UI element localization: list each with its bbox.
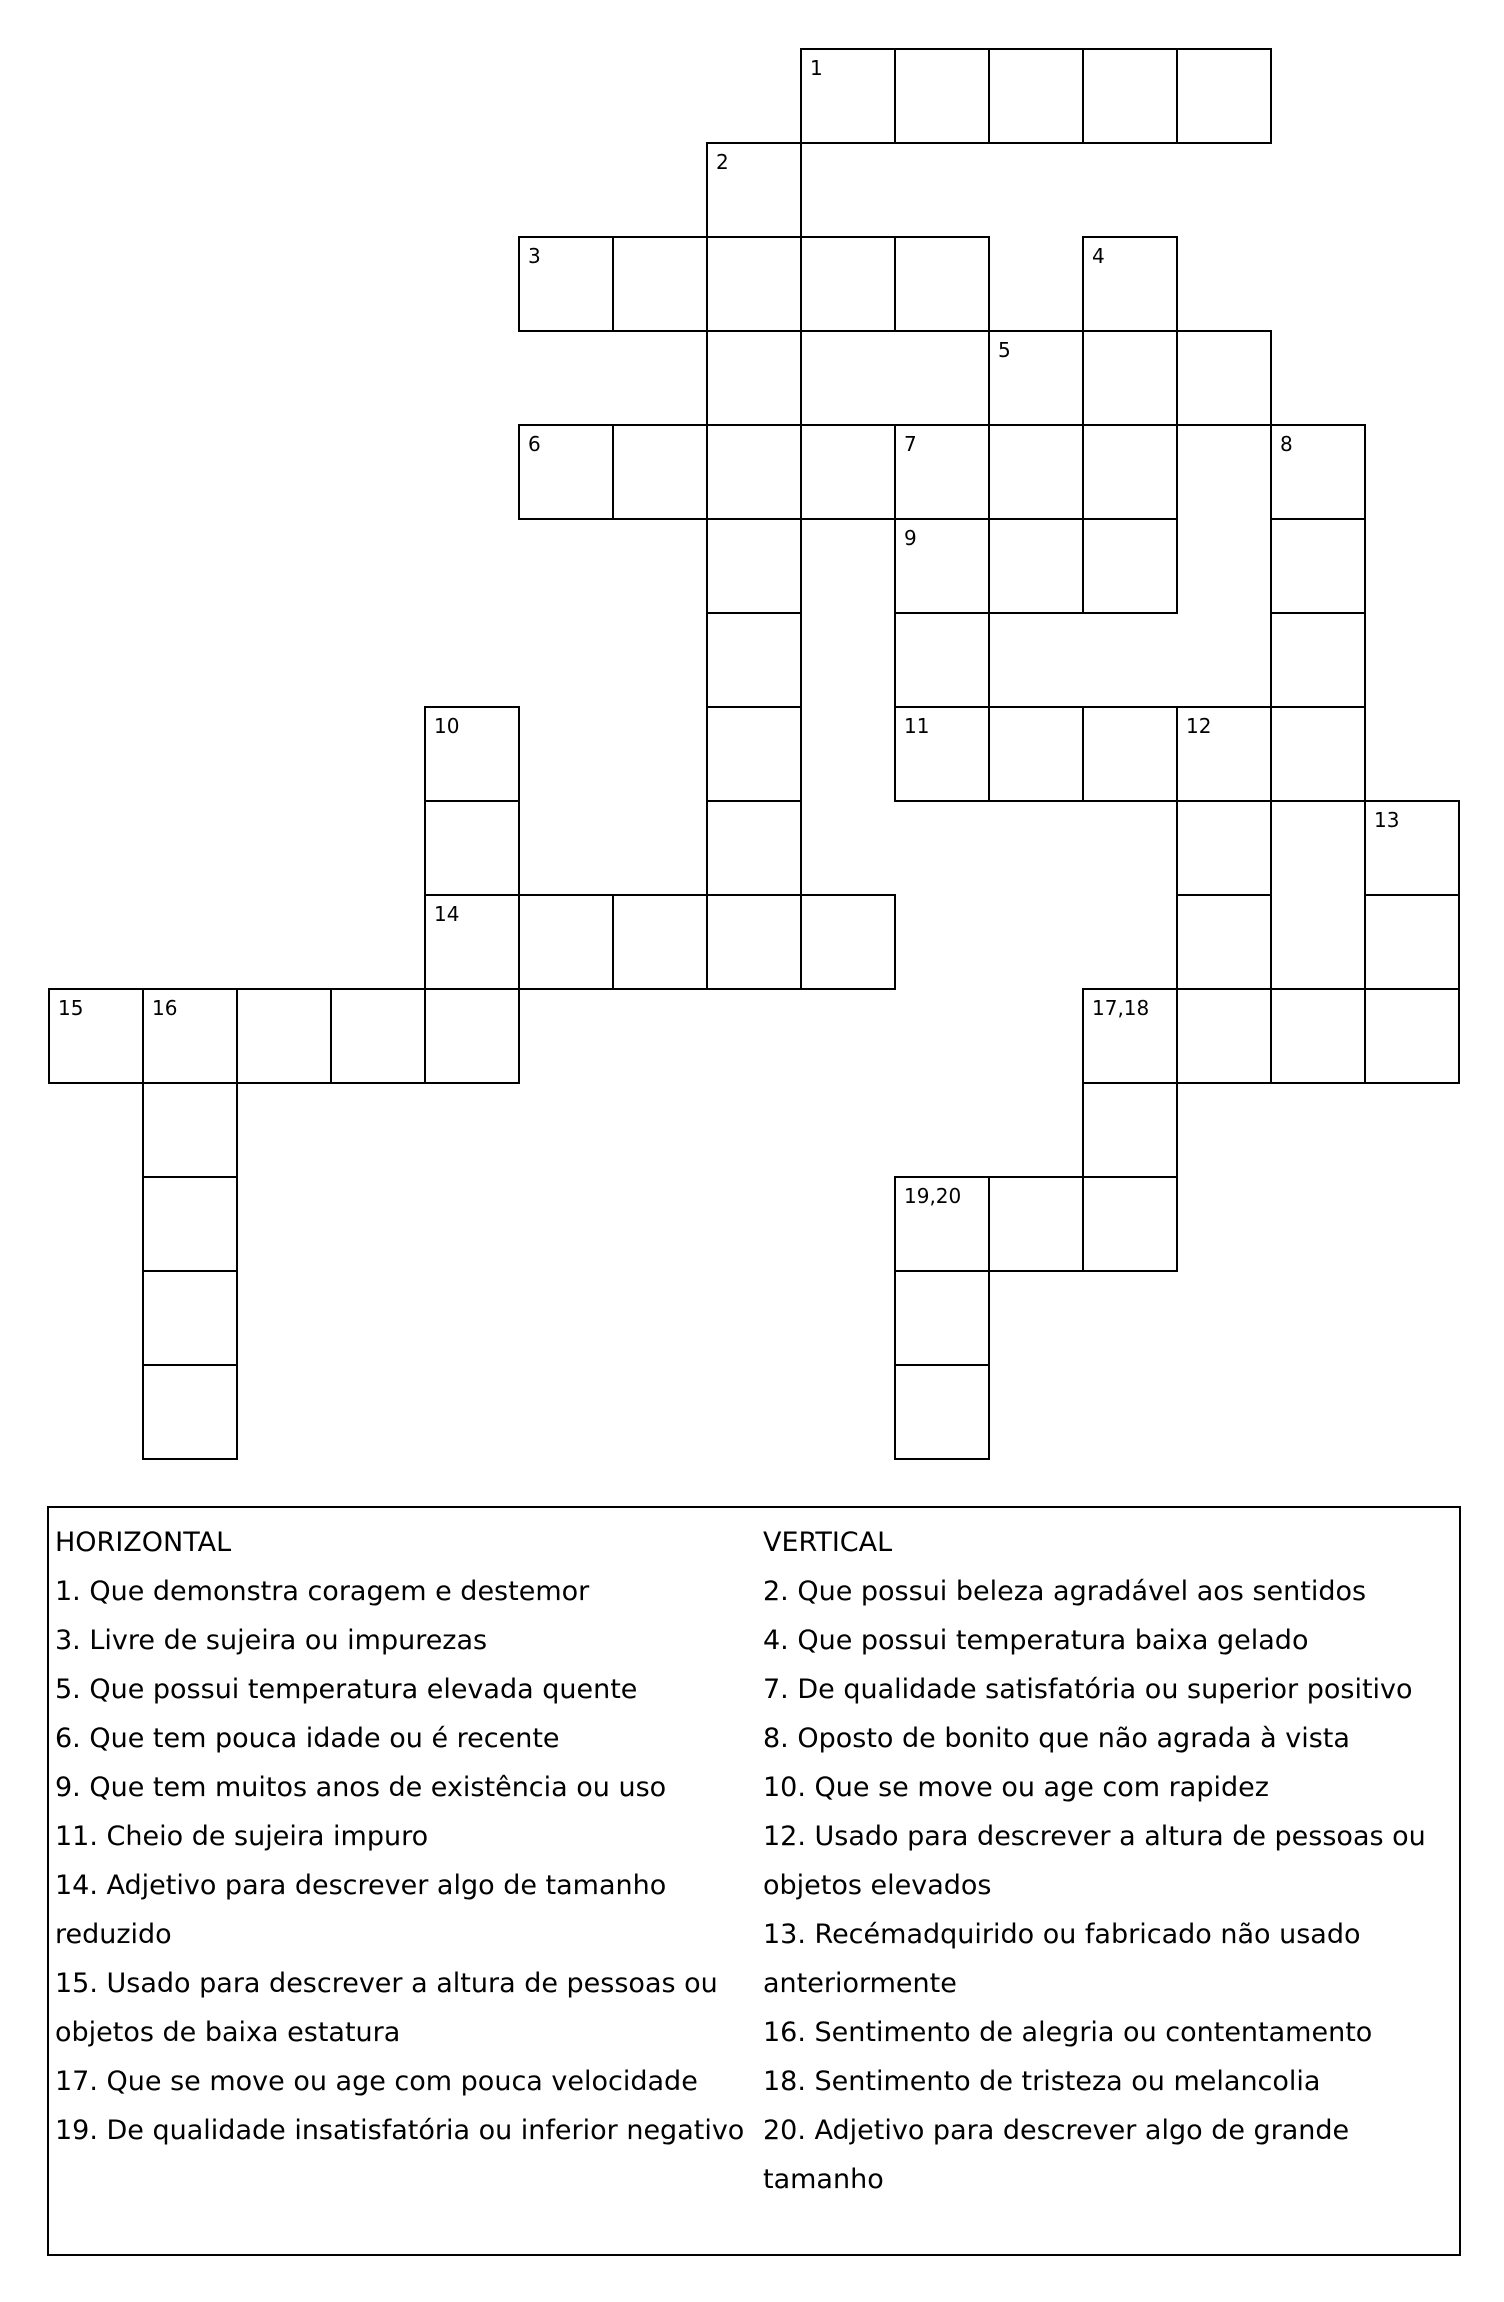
crossword-cell[interactable]: [424, 894, 520, 990]
crossword-cell[interactable]: [142, 1176, 238, 1272]
vertical-heading: VERTICAL: [763, 1527, 893, 1558]
clue-number: 1: [810, 56, 823, 80]
crossword-cell[interactable]: [706, 800, 802, 896]
clue-number: 16: [152, 996, 178, 1020]
clue-number: 6: [528, 432, 541, 456]
crossword-cell[interactable]: [894, 1270, 990, 1366]
crossword-cell[interactable]: [424, 800, 520, 896]
crossword-cell[interactable]: [706, 518, 802, 614]
clue-number: 10: [434, 714, 460, 738]
crossword-cell[interactable]: [894, 612, 990, 708]
horizontal-clue-line: objetos de baixa estatura: [55, 2017, 401, 2048]
crossword-cell[interactable]: [894, 706, 990, 802]
vertical-clue-line: objetos elevados: [763, 1870, 992, 1901]
crossword-cell[interactable]: [1082, 48, 1178, 144]
crossword-cell[interactable]: [706, 330, 802, 426]
vertical-clue-line: 4. Que possui temperatura baixa gelado: [763, 1625, 1309, 1656]
crossword-cell[interactable]: [1364, 800, 1460, 896]
crossword-cell[interactable]: [1364, 988, 1460, 1084]
crossword-cell[interactable]: [1270, 424, 1366, 520]
crossword-cell[interactable]: [142, 1364, 238, 1460]
crossword-cell[interactable]: [706, 424, 802, 520]
crossword-cell[interactable]: [424, 988, 520, 1084]
vertical-clue-line: anteriormente: [763, 1968, 957, 1999]
vertical-clue-line: 7. De qualidade satisfatória ou superior positivo: [763, 1674, 1413, 1705]
clue-number: 8: [1280, 432, 1293, 456]
crossword-cell[interactable]: [988, 706, 1084, 802]
crossword-cell[interactable]: [330, 988, 426, 1084]
crossword-cell[interactable]: [1176, 330, 1272, 426]
clue-number: 19,20: [904, 1184, 962, 1208]
crossword-cell[interactable]: [1270, 988, 1366, 1084]
crossword-cell[interactable]: [894, 424, 990, 520]
horizontal-clue-line: 19. De qualidade insatisfatória ou inferior negativo: [55, 2115, 745, 2146]
crossword-cell[interactable]: [1270, 706, 1366, 802]
crossword-cell[interactable]: [1176, 706, 1272, 802]
vertical-clue-line: 20. Adjetivo para descrever algo de grande: [763, 2115, 1350, 2146]
crossword-cell[interactable]: [518, 236, 614, 332]
horizontal-clue-line: 14. Adjetivo para descrever algo de tamanho: [55, 1870, 667, 1901]
crossword-cell[interactable]: [706, 236, 802, 332]
horizontal-clue-line: 3. Livre de sujeira ou impurezas: [55, 1625, 488, 1656]
crossword-cell[interactable]: [706, 894, 802, 990]
horizontal-heading: HORIZONTAL: [55, 1527, 232, 1558]
clue-number: 2: [716, 150, 729, 174]
horizontal-clue-line: 6. Que tem pouca idade ou é recente: [55, 1723, 560, 1754]
crossword-cell[interactable]: [518, 424, 614, 520]
clue-number: 9: [904, 526, 917, 550]
crossword-cell[interactable]: [800, 48, 896, 144]
clue-number: 3: [528, 244, 541, 268]
clue-number: 11: [904, 714, 930, 738]
vertical-clue-line: 18. Sentimento de tristeza ou melancolia: [763, 2066, 1321, 2097]
crossword-cell[interactable]: [800, 424, 896, 520]
clues-box: [47, 1506, 1461, 2256]
crossword-cell[interactable]: [988, 518, 1084, 614]
crossword-cell[interactable]: [894, 48, 990, 144]
crossword-cell[interactable]: [894, 236, 990, 332]
crossword-cell[interactable]: [518, 894, 614, 990]
crossword-cell[interactable]: [988, 330, 1084, 426]
crossword-cell[interactable]: [800, 236, 896, 332]
horizontal-clue-line: 1. Que demonstra coragem e destemor: [55, 1576, 590, 1607]
crossword-cell[interactable]: [236, 988, 332, 1084]
crossword-cell[interactable]: [1270, 518, 1366, 614]
horizontal-clue-line: 11. Cheio de sujeira impuro: [55, 1821, 429, 1852]
clue-number: 4: [1092, 244, 1105, 268]
crossword-cell[interactable]: [894, 1176, 990, 1272]
horizontal-clues: [55, 1518, 755, 2155]
crossword-cell[interactable]: [1082, 236, 1178, 332]
crossword-cell[interactable]: [1082, 706, 1178, 802]
crossword-cell[interactable]: [1176, 48, 1272, 144]
crossword-cell[interactable]: [1082, 330, 1178, 426]
crossword-cell[interactable]: [612, 236, 708, 332]
crossword-cell[interactable]: [142, 1270, 238, 1366]
crossword-cell[interactable]: [1082, 988, 1178, 1084]
vertical-clue-line: 2. Que possui beleza agradável aos sentidos: [763, 1576, 1367, 1607]
clue-number: 12: [1186, 714, 1212, 738]
crossword-cell[interactable]: [1176, 894, 1272, 990]
crossword-cell[interactable]: [706, 612, 802, 708]
crossword-cell[interactable]: [988, 1176, 1084, 1272]
crossword-cell[interactable]: [612, 424, 708, 520]
crossword-cell[interactable]: [894, 518, 990, 614]
crossword-cell[interactable]: [1082, 518, 1178, 614]
vertical-clue-line: 8. Oposto de bonito que não agrada à vista: [763, 1723, 1350, 1754]
crossword-cell[interactable]: [706, 142, 802, 238]
crossword-cell[interactable]: [988, 424, 1084, 520]
horizontal-clue-line: reduzido: [55, 1919, 172, 1950]
horizontal-clue-line: 9. Que tem muitos anos de existência ou uso: [55, 1772, 667, 1803]
vertical-clues: [763, 1518, 1453, 2204]
clue-number: 13: [1374, 808, 1400, 832]
vertical-clue-line: 16. Sentimento de alegria ou contentamento: [763, 2017, 1373, 2048]
crossword-cell[interactable]: [894, 1364, 990, 1460]
clue-number: 14: [434, 902, 460, 926]
crossword-cell[interactable]: [1176, 800, 1272, 896]
clue-number: 17,18: [1092, 996, 1150, 1020]
vertical-clue-line: tamanho: [763, 2164, 884, 2195]
crossword-cell[interactable]: [1082, 1082, 1178, 1178]
clue-number: 15: [58, 996, 84, 1020]
crossword-cell[interactable]: [142, 1082, 238, 1178]
horizontal-clue-line: 5. Que possui temperatura elevada quente: [55, 1674, 638, 1705]
vertical-clue-line: 12. Usado para descrever a altura de pessoas ou: [763, 1821, 1426, 1852]
crossword-cell[interactable]: [424, 706, 520, 802]
horizontal-clue-line: 15. Usado para descrever a altura de pessoas ou: [55, 1968, 718, 1999]
clue-number: 7: [904, 432, 917, 456]
clue-number: 5: [998, 338, 1011, 362]
crossword-cell[interactable]: [1270, 612, 1366, 708]
vertical-clue-line: 10. Que se move ou age com rapidez: [763, 1772, 1269, 1803]
crossword-cell[interactable]: [1082, 424, 1178, 520]
crossword-cell[interactable]: [1176, 988, 1272, 1084]
horizontal-clue-line: 17. Que se move ou age com pouca velocidade: [55, 2066, 698, 2097]
crossword-cell[interactable]: [800, 894, 896, 990]
vertical-clue-line: 13. Recémadquirido ou fabricado não usado: [763, 1919, 1361, 1950]
crossword-cell[interactable]: [1082, 1176, 1178, 1272]
crossword-cell[interactable]: [612, 894, 708, 990]
crossword-cell[interactable]: [706, 706, 802, 802]
crossword-cell[interactable]: [48, 988, 144, 1084]
crossword-cell[interactable]: [1364, 894, 1460, 990]
crossword-cell[interactable]: [988, 48, 1084, 144]
crossword-cell[interactable]: [142, 988, 238, 1084]
